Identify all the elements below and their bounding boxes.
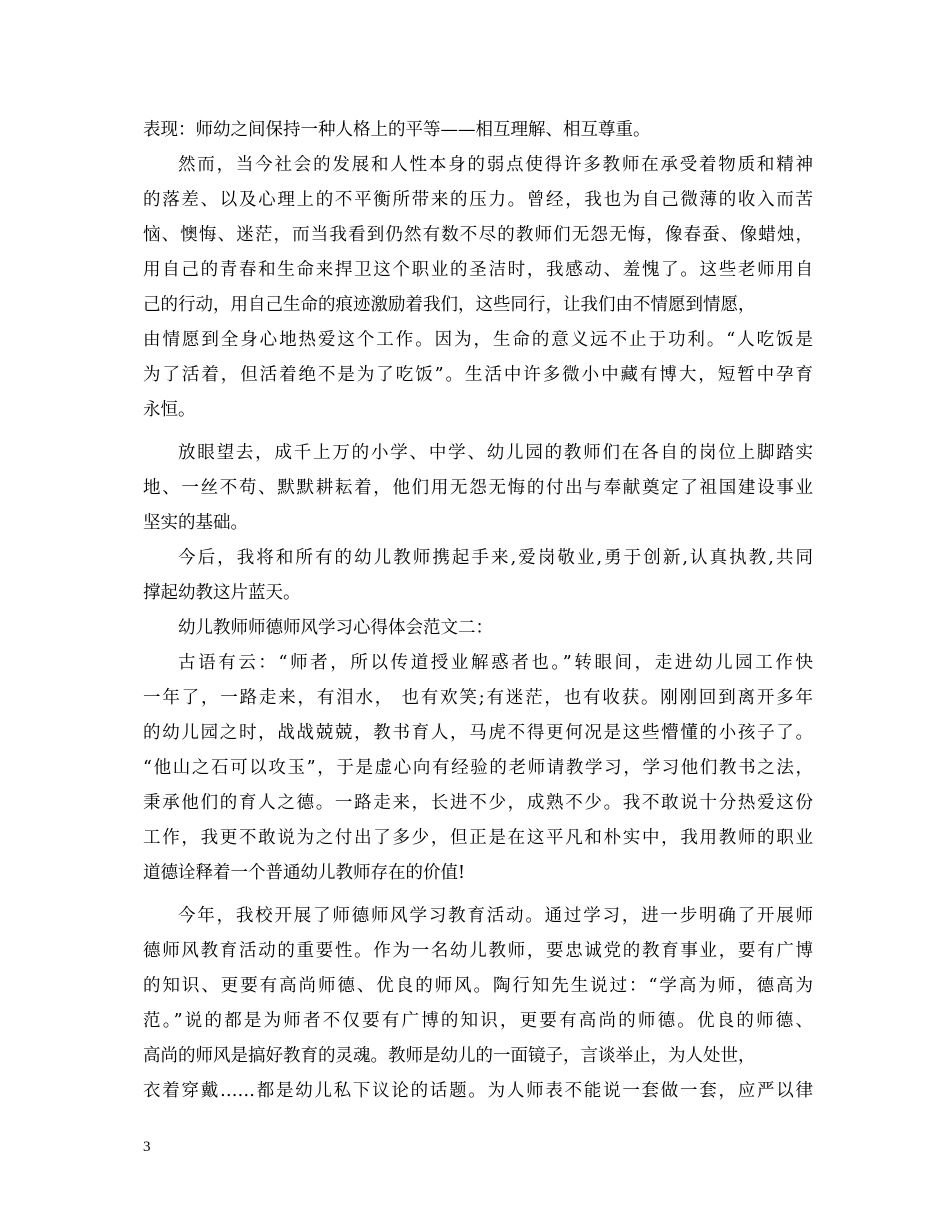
text-line: 的落差、以及心理上的不平衡所带来的压力。曾经，我也为自己微薄的收入而苦 — [143, 190, 813, 210]
text-line: 用自己的青春和生命来捍卫这个职业的圣洁时，我感动、羞愧了。这些老师用自 — [143, 260, 813, 280]
text-line: “他山之石可以攻玉”，于是虚心向有经验的老师请教学习，学习他们教书之法， — [143, 758, 813, 778]
text-line: 道德诠释着一个普通幼儿教师存在的价值! — [143, 863, 466, 883]
text-line: 坚实的基础。 — [143, 513, 248, 533]
text-line: 的知识、更要有高尚师德、优良的师风。陶行知先生说过：“学高为师，德高为 — [143, 976, 813, 996]
text-line: 表现：师幼之间保持一种人格上的平等——相互理解、相互尊重。 — [143, 120, 651, 140]
text-line: 己的行动，用自己生命的痕迹激励着我们，这些同行，让我们由不情愿到情愿， — [143, 295, 756, 315]
text-line: 的幼儿园之时，战战兢兢，教书育人，马虎不得更何况是这些懵懂的小孩子了。 — [143, 723, 813, 743]
text-line: 地、一丝不苟、默默耕耘着，他们用无怨无悔的付出与奉献奠定了祖国建设事业 — [143, 478, 813, 498]
text-line: 由情愿到全身心地热爱这个工作。因为，生命的意义远不止于功利。“人吃饭是 — [143, 330, 813, 350]
text-line: 德师风教育活动的重要性。作为一名幼儿教师，要忠诚党的教育事业，要有广博 — [143, 941, 813, 961]
text-line: 永恒。 — [143, 400, 196, 420]
text-line: 范。”说的都是为师者不仅要有广博的知识，更要有高尚的师德。优良的师德、 — [143, 1011, 813, 1031]
section-heading: 幼儿教师师德师风学习心得体会范文二： — [178, 618, 493, 638]
text-line: 然而，当今社会的发展和人性本身的弱点使得许多教师在承受着物质和精神 — [178, 155, 813, 175]
text-line: 今年，我校开展了师德师风学习教育活动。通过学习，进一步明确了开展师 — [178, 906, 813, 926]
text-line: 今后，我将和所有的幼儿教师携起手来,爱岗敬业,勇于创新,认真执教,共同 — [178, 548, 813, 568]
text-line: 古语有云：“师者，所以传道授业解惑者也。”转眼间，走进幼儿园工作快 — [178, 653, 813, 673]
text-line: 放眼望去，成千上万的小学、中学、幼儿园的教师们在各自的岗位上脚踏实 — [178, 443, 813, 463]
page-number: 3 — [143, 1139, 151, 1155]
text-line: 一年了，一路走来，有泪水， 也有欢笑;有迷茫，也有收获。刚刚回到离开多年 — [143, 688, 813, 708]
text-line: 工作，我更不敢说为之付出了多少，但正是在这平凡和朴实中，我用教师的职业 — [143, 828, 813, 848]
text-line: 为了活着，但活着绝不是为了吃饭”。生活中许多微小中藏有博大，短暂中孕育 — [143, 365, 813, 385]
text-line: 秉承他们的育人之德。一路走来，长进不少，成熟不少。我不敢说十分热爱这份 — [143, 793, 813, 813]
text-line: 恼、懊悔、迷茫，而当我看到仍然有数不尽的教师们无怨无悔，像春蚕、像蜡烛， — [143, 225, 813, 245]
text-line: 衣着穿戴……都是幼儿私下议论的话题。为人师表不能说一套做一套，应严以律 — [143, 1081, 813, 1101]
text-line: 撑起幼教这片蓝天。 — [143, 583, 301, 603]
text-line: 高尚的师风是搞好教育的灵魂。教师是幼儿的一面镜子，言谈举止，为人处世， — [143, 1046, 756, 1066]
